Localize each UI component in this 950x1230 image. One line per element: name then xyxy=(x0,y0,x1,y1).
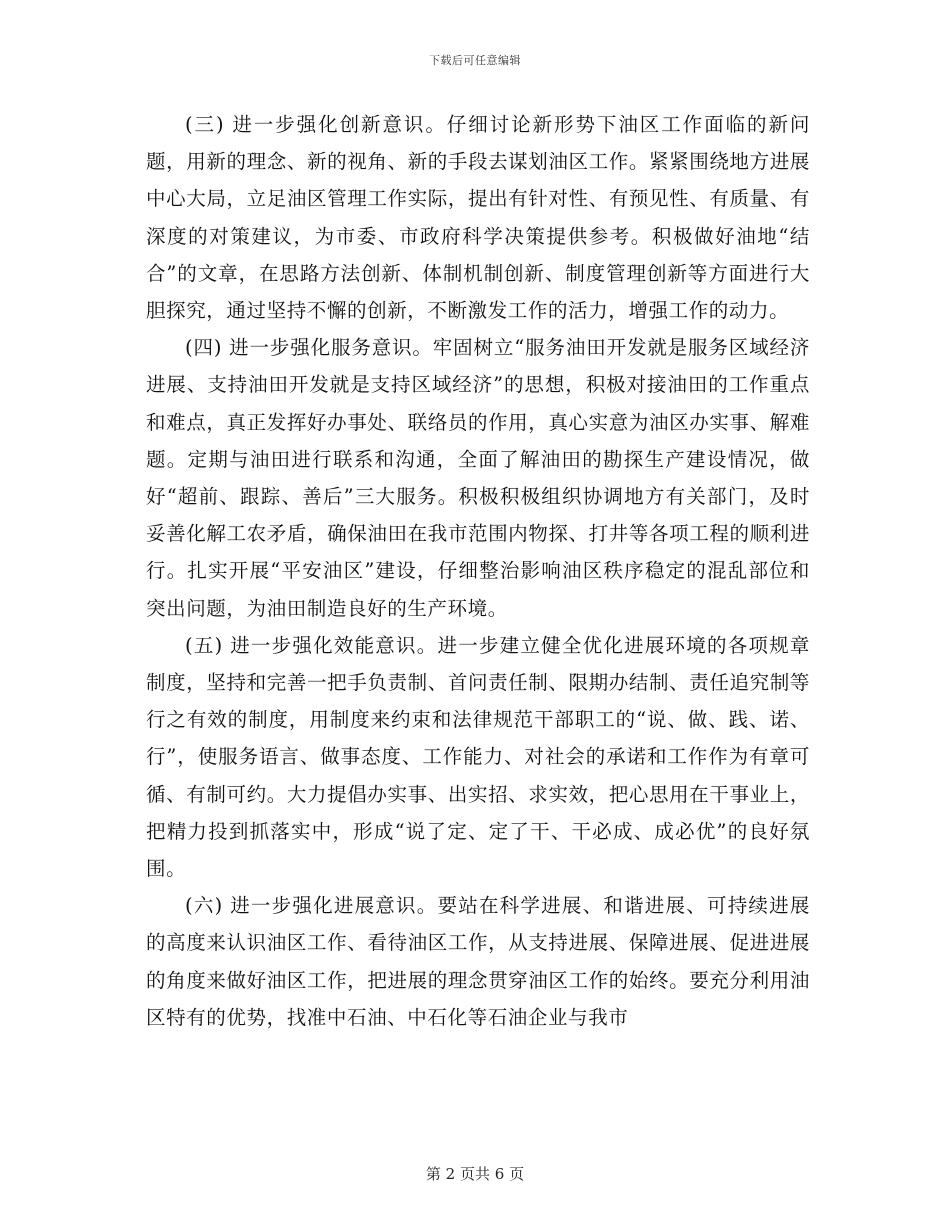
document-body xyxy=(146,106,810,1036)
paragraph-efficiency: (五) 进一步强化效能意识。进一步建立健全优化进展环境的各项规章制度，坚持和完善一把手负责制、首问责任制、限期办结制、责任追究制等行之有效的制度，用制度来约束和法律规范干部职工的“说、做、践、诺、行”，使服务语言、做事态度、工作能力、对社会的承诺和工作作为有章可循、有制可约。大力提倡办实事、出实招、求实效，把心思用在干事业上，把精力投到抓落实中，形成“说了定、定了干、干必成、成必优”的良好氛围。 xyxy=(146,633,810,881)
page-header-note: 下载后可任意编辑 xyxy=(429,54,521,67)
paragraph-innovation: (三) 进一步强化创新意识。仔细讨论新形势下油区工作面临的新问题，用新的理念、新的视角、新的手段去谋划油区工作。紧紧围绕地方进展中心大局，立足油区管理工作实际，提出有针对性、有预见性、有质量、有深度的对策建议，为市委、市政府科学决策提供参考。积极做好油地“结合”的文章，在思路方法创新、体制机制创新、制度管理创新等方面进行大胆探究，通过坚持不懈的创新，不断激发工作的活力，增强工作的动力。 xyxy=(146,113,810,323)
paragraph-service: (四) 进一步强化服务意识。牢固树立“服务油田开发就是服务区域经济进展、支持油田开发就是支持区域经济”的思想，积极对接油田的工作重点和难点，真正发挥好办事处、联络员的作用，真心实意为油区办实事、解难题。定期与油田进行联系和沟通，全面了解油田的勘探生产建设情况，做好“超前、跟踪、善后”三大服务。积极积极组织协调地方有关部门，及时妥善化解工农矛盾，确保油田在我市范围内物探、打井等各项工程的顺利进行。扎实开展“平安油区”建设，仔细整治影响油区秩序稳定的混乱部位和突出问题，为油田制造良好的生产环境。 xyxy=(146,336,810,620)
page-number: 第 2 页共 6 页 xyxy=(425,1165,525,1183)
paragraph-development: (六) 进一步强化进展意识。要站在科学进展、和谐进展、可持续进展的高度来认识油区工作、看待油区工作，从支持进展、保障进展、促进进展的角度来做好油区工作，把进展的理念贯穿油区工作的始终。要充分利用油区特有的优势，找准中石油、中石化等石油企业与我市 xyxy=(146,894,810,1029)
